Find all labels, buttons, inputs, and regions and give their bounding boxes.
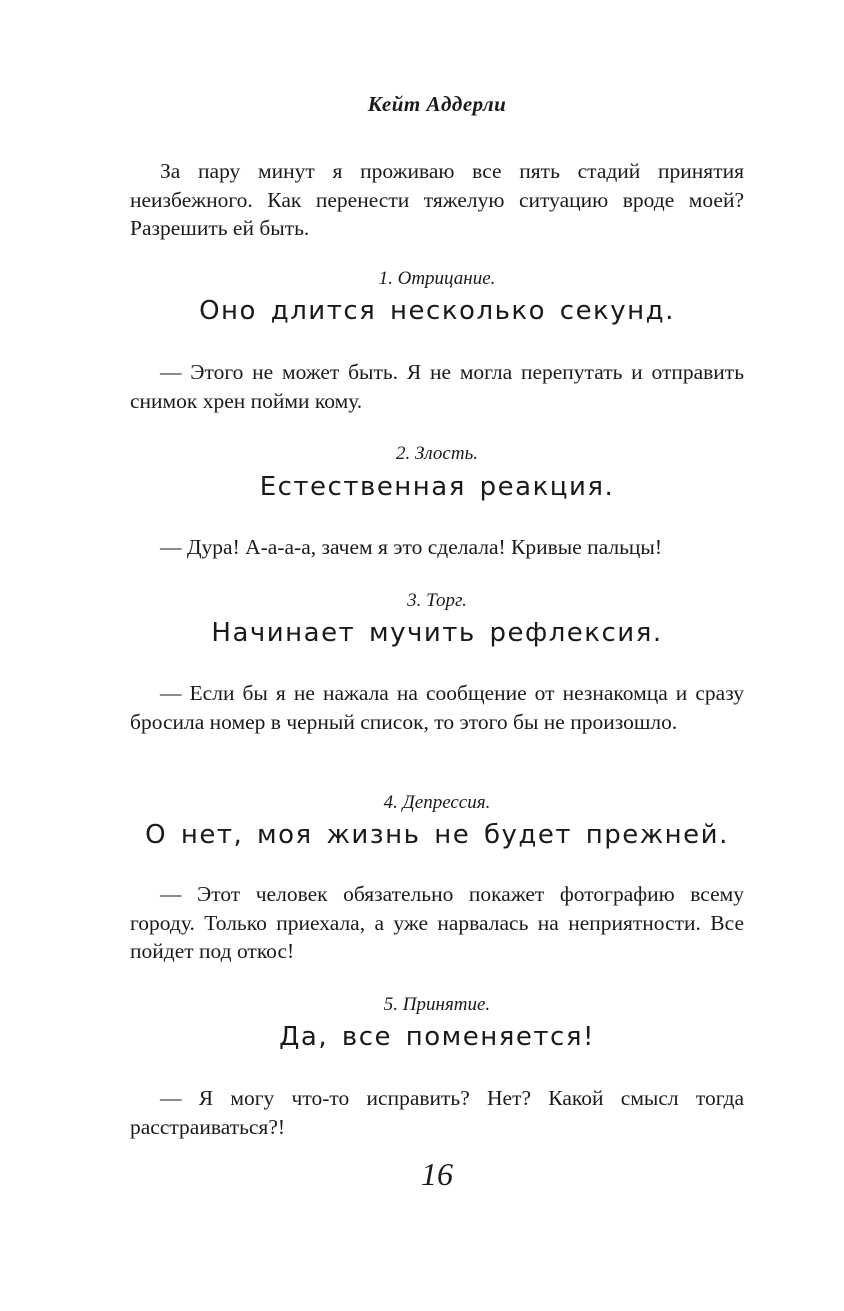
stage-2-text: — Дура! А-а-а-а, зачем я это сделала! Кривые пальцы! — [160, 535, 663, 559]
intro-paragraph: За пару минут я проживаю все пять стадий принятия неизбежного. Как перенести тяжелую ситуацию вроде моей? Разрешить ей быть. — [130, 159, 744, 240]
stage-4-label: 4. Депрессия. — [383, 792, 491, 813]
stage-2-headline: Естественная реакция. — [259, 472, 615, 502]
stage-3-headline: Начинает мучить рефлексия. — [211, 618, 663, 648]
stage-1-label: 1. Отрицание. — [378, 268, 496, 289]
stage-4-headline: О нет, моя жизнь не будет прежней. — [145, 820, 729, 850]
page-number: 16 — [421, 1156, 453, 1192]
stage-3-text: — Если бы я не нажала на сообщение от незнакомца и сразу бросила номер в черный список, то этого бы не произошло. — [130, 681, 744, 734]
stage-1-headline: Оно длится несколько секунд. — [199, 296, 675, 326]
stage-5-headline: Да, все поменяется! — [279, 1022, 595, 1052]
stage-5-label: 5. Принятие. — [383, 994, 491, 1015]
stage-3-label: 3. Торг. — [407, 590, 467, 611]
stage-4-text: — Этот человек обязательно покажет фотографию всему городу. Только приехала, а уже нарвалась на неприятности. Все пойдет под откос! — [130, 882, 744, 963]
stage-1-text: — Этого не может быть. Я не могла перепутать и отправить снимок хрен пойми кому. — [130, 360, 744, 413]
book-page — [130, 0, 744, 1311]
running-head-author: Кейт Аддерли — [367, 92, 507, 116]
stage-5-text: — Я могу что-то исправить? Нет? Какой смысл тогда расстраиваться?! — [130, 1086, 744, 1139]
stage-2-label: 2. Злость. — [396, 443, 478, 464]
